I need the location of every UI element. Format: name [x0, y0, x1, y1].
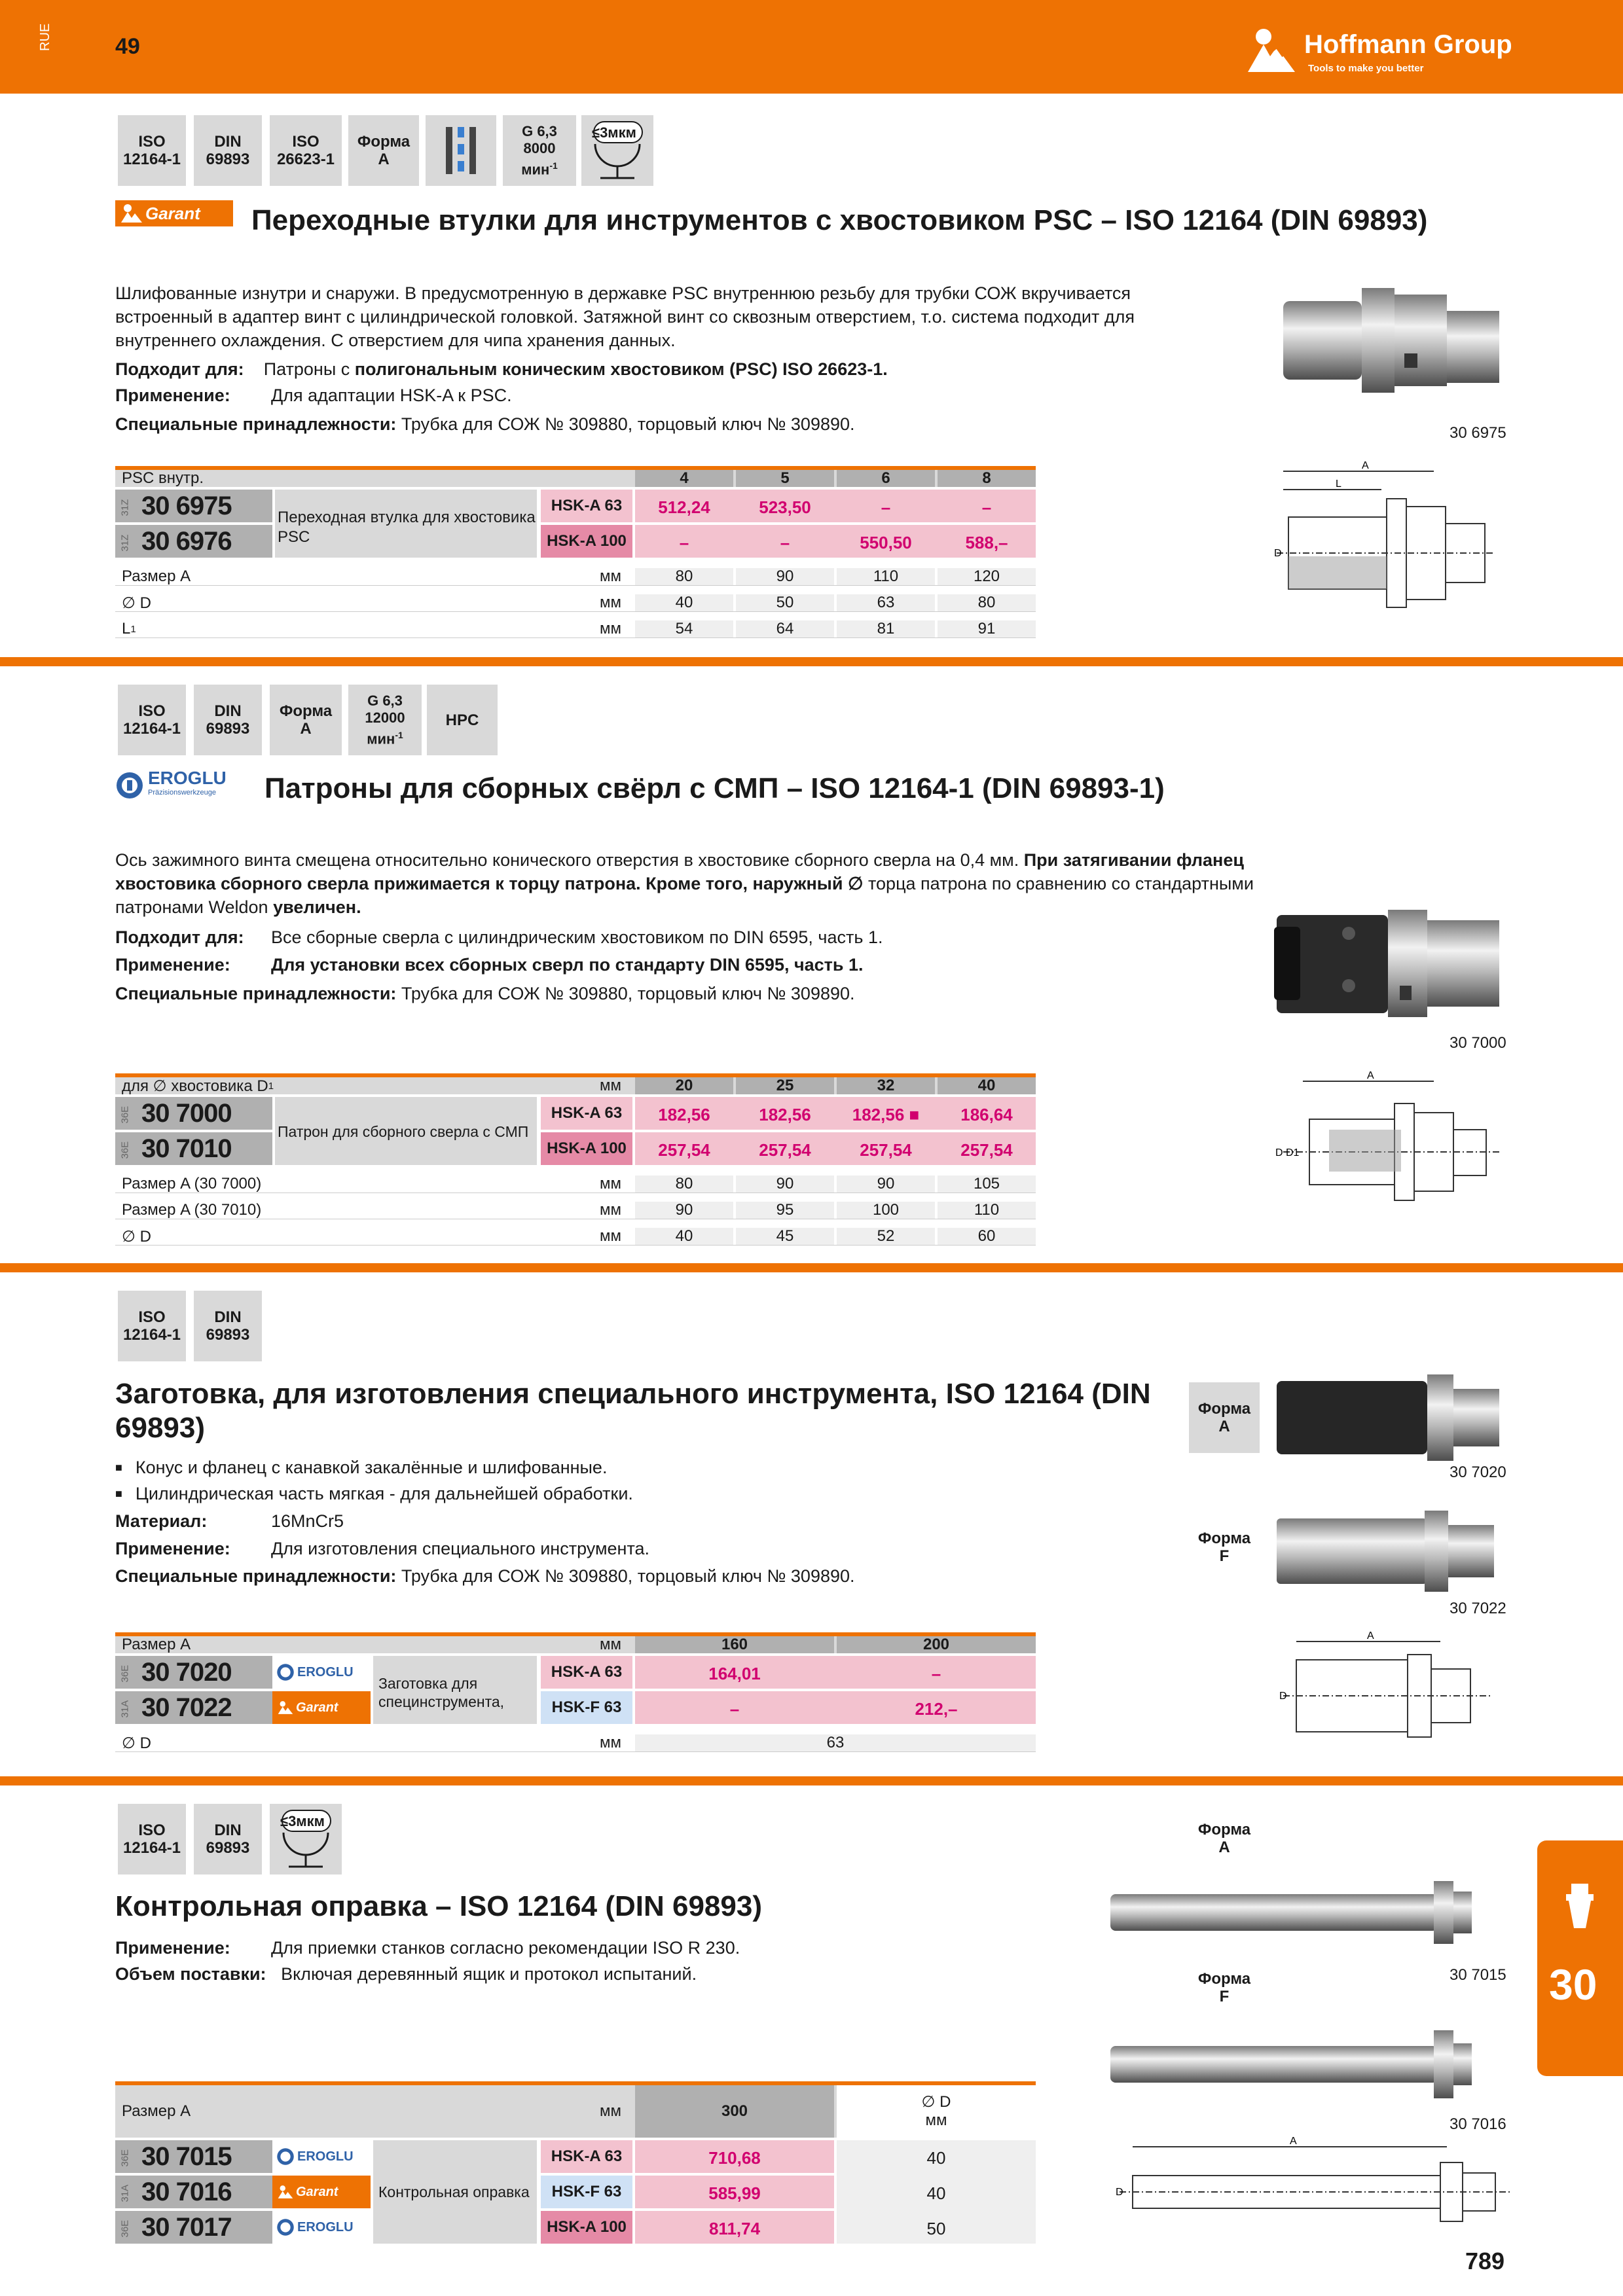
hsk-a100-label: HSK-A 100	[541, 2211, 632, 2244]
product-photo-307020	[1270, 1372, 1506, 1463]
chapter-tab[interactable]	[1537, 1840, 1623, 2076]
chapter-number: 30	[1549, 1960, 1597, 2009]
section2-product-desc: Патрон для сборного сверла с СМП	[278, 1123, 529, 1140]
section3-title: Заготовка, для изготовления специального инструмента, ISO 12164 (DIN 69893)	[115, 1378, 1151, 1444]
hsk-f63-label: HSK-F 63	[541, 1691, 632, 1724]
badge-balance-g63: G 6,3 8000 мин$^{-1}$	[503, 115, 576, 186]
runout-label: ≤3мкм	[592, 124, 636, 141]
section4-usage: Применение: Для приемки станков согласно рекомендации ISO R 230.	[115, 1938, 740, 1958]
product-photo-307016	[1106, 2024, 1473, 2102]
technical-drawing-307020	[1270, 1630, 1506, 1741]
article-306975[interactable]: 31Z 30 6975	[115, 490, 272, 522]
logo-name: Hoffmann Group	[1304, 30, 1512, 59]
price-cell: –	[981, 497, 992, 517]
badge-forma-a: Форма A	[348, 115, 419, 186]
table-header-row: Размер A мм 300 ∅ D мм	[115, 2085, 1036, 2138]
technical-drawing-306975	[1264, 458, 1506, 622]
price-cell: 710,68	[708, 2148, 761, 2168]
product-photo-307015	[1106, 1872, 1473, 1950]
price-cell: 257,54	[759, 1140, 811, 1160]
section1-fits: Подходит для: Патроны с полигональным коническим хвостовиком (PSC) ISO 26623-1.	[115, 359, 888, 379]
photo-caption-307000: 30 7000	[1450, 1034, 1506, 1052]
price-cell: 811,74	[708, 2219, 761, 2238]
hsk-a100-label: HSK-A 100	[541, 525, 632, 558]
badge-balance-g63: G 6,3 12000 мин$^{-1}$	[348, 685, 422, 755]
section-separator	[0, 1263, 1623, 1272]
price-cell: 523,50	[759, 497, 811, 517]
section4-scope: Объем поставки: Включая деревянный ящик и протокол испытаний.	[115, 1964, 697, 1984]
section2-fits: Подходит для: Все сборные сверла с цилиндрическим хвостовиком по DIN 6595, часть 1.	[115, 927, 883, 947]
section-separator	[0, 1776, 1623, 1785]
hsk-a63-label: HSK-A 63	[541, 490, 632, 522]
dim-row: ∅ D мм 63	[115, 1734, 1036, 1752]
runout-icon	[581, 115, 653, 186]
badge-forma-a: Форма A	[1189, 1382, 1260, 1453]
diameter-cell: 40	[926, 2183, 946, 2203]
dim-row: ∅ D мм 40 50 63 80	[115, 594, 1036, 612]
section1-accessories: Специальные принадлежности: Трубка для СОЖ № 309880, торцовый ключ № 309890.	[115, 414, 855, 434]
hsk-a100-label: HSK-A 100	[541, 1132, 632, 1165]
section1-product-desc: Переходная втулка для хвостовика PSC	[278, 509, 536, 546]
price-cell: 512,24	[658, 497, 710, 517]
section2-description: Ось зажимного винта смещена относительно конического отверстия в хвостовике сборного сверла на 0,4 мм. При затягивании фланец хвостовика сборного сверла прижимается к торцу патрона. Кроме того, наружный ∅ торца патрона по сравнению со стандартными патронами Weldon увеличен.	[115, 850, 1254, 917]
runout-label: ≤3мкм	[280, 1813, 325, 1829]
article-306976[interactable]: 31Z 30 6976	[115, 525, 272, 558]
section3-material: Материал: 16MnCr5	[115, 1511, 344, 1531]
coolant-icon	[426, 115, 496, 186]
garant-logo-icon	[120, 204, 143, 223]
section3-accessories: Специальные принадлежности: Трубка для СОЖ № 309880, торцовый ключ № 309890.	[115, 1566, 855, 1586]
section3-usage: Применение: Для изготовления специального инструмента.	[115, 1539, 650, 1558]
svg-text:D: D	[1274, 548, 1282, 559]
article-307015[interactable]: 36E 30 7015	[115, 2140, 272, 2173]
dim-row: Размер A (30 7000) мм 80 90 90 105	[115, 1175, 1036, 1193]
eroglu-brand-small: EROGLU	[272, 1656, 371, 1689]
price-cell: 588,–	[965, 533, 1008, 552]
svg-text:D D1: D D1	[1275, 1147, 1300, 1158]
section3-bullet: ■ Цилиндрическая часть мягкая - для дальнейшей обработки.	[115, 1482, 633, 1507]
price-cell: 257,54	[658, 1140, 710, 1160]
badge-iso-12164: ISO 12164-1	[118, 1804, 186, 1874]
hsk-a63-label: HSK-A 63	[541, 2140, 632, 2173]
article-307016[interactable]: 31A 30 7016	[115, 2176, 272, 2208]
badge-forma-a: Форма A	[270, 685, 342, 755]
section4-title: Контрольная оправка – ISO 12164 (DIN 69893)	[115, 1890, 762, 1922]
section2-accessories: Специальные принадлежности: Трубка для СОЖ № 309880, торцовый ключ № 309890.	[115, 984, 855, 1003]
forma-f-label: Форма F	[1197, 1970, 1251, 2005]
hsk-a63-label: HSK-A 63	[541, 1656, 632, 1689]
price-cell: –	[729, 1699, 740, 1719]
forma-a-label: Форма A	[1197, 1821, 1251, 1856]
table-header-row: Размер A мм 160 200	[115, 1636, 1036, 1653]
hoffmann-logo-icon	[1244, 27, 1300, 73]
svg-text:D: D	[1116, 2187, 1123, 2198]
dim-row: L 1 мм 54 64 81 91	[115, 620, 1036, 638]
badge-hpc: HPC	[427, 685, 498, 755]
language-code: RUE	[38, 23, 52, 51]
garant-brand-logo: Garant	[115, 200, 233, 226]
price-cell: 212,–	[915, 1699, 958, 1719]
badge-din-69893: DIN 69893	[194, 685, 262, 755]
price-cell: 164,01	[708, 1664, 761, 1683]
technical-drawing-307000	[1264, 1067, 1506, 1211]
photo-caption-307016: 30 7016	[1450, 2115, 1506, 2133]
section1-usage: Применение: Для адаптации HSK-A к PSC.	[115, 386, 512, 405]
price-cell: 585,99	[708, 2183, 761, 2203]
page-number-right: 789	[1465, 2248, 1505, 2274]
badge-din-69893: DIN 69893	[194, 1804, 262, 1874]
diameter-cell: 40	[926, 2148, 946, 2168]
price-cell: 257,54	[860, 1140, 912, 1160]
section-separator	[0, 657, 1623, 666]
table-header-row: PSC внутр. 4 5 6 8	[115, 470, 1036, 487]
section4-product-desc: Контрольная оправка	[378, 2183, 530, 2200]
price-cell: 186,64	[960, 1105, 1013, 1124]
table-header-row: для ∅ хвостовика D 1 мм 20 25 32 40	[115, 1077, 1036, 1094]
garant-brand-small: Garant	[272, 1691, 371, 1724]
garant-brand-small: Garant	[272, 2176, 371, 2208]
article-307010[interactable]: 36E 30 7010	[115, 1132, 272, 1165]
section3-price-table	[115, 1632, 1036, 1763]
runout-icon	[270, 1804, 342, 1874]
eroglu-brand-small: EROGLU	[272, 2140, 371, 2173]
price-cell: 550,50	[860, 533, 912, 552]
price-cell: 182,56	[759, 1105, 811, 1124]
price-cell: 182,56 ■	[852, 1105, 920, 1124]
price-cell: –	[931, 1664, 941, 1683]
price-cell: –	[881, 497, 891, 517]
section2-usage: Применение: Для установки всех сборных сверл по стандарту DIN 6595, часть 1.	[115, 955, 864, 975]
logo-tagline: Tools to make you better	[1308, 63, 1424, 74]
section1-description: Шлифованные изнутри и снаружи. В предусмотренную в державке PSC внутреннюю резьбу для трубки СОЖ вкручивается встроенный в адаптер винт с цилиндрической головкой. Затяжной винт со сквозным отверстием, т.о. система подходит для внутреннего охлаждения. С отверстием для чипа хранения данных.	[115, 283, 1135, 350]
product-photo-306975	[1277, 275, 1506, 419]
technical-drawing-307015	[1106, 2134, 1525, 2225]
section2-price-table	[115, 1073, 1036, 1251]
svg-text:L: L	[1336, 478, 1341, 490]
price-cell: 182,56	[658, 1105, 710, 1124]
eroglu-brand-logo: EROGLU Präzisionswerkzeuge	[115, 767, 253, 804]
photo-caption-307022: 30 7022	[1450, 1600, 1506, 1617]
product-photo-307022	[1270, 1505, 1506, 1597]
price-cell: –	[679, 533, 689, 552]
badge-forma-f: Форма F	[1197, 1530, 1251, 1565]
hoffmann-logo	[1244, 25, 1584, 77]
svg-text:A: A	[1367, 1630, 1374, 1641]
badge-din-69893: DIN 69893	[194, 115, 262, 186]
hsk-a63-label: HSK-A 63	[541, 1097, 632, 1130]
article-307022[interactable]: 31A 30 7022	[115, 1691, 272, 1724]
badge-iso-26623: ISO 26623-1	[270, 115, 342, 186]
hsk-f63-label: HSK-F 63	[541, 2176, 632, 2208]
section4-price-table	[115, 2081, 1036, 2245]
section2-title: Патроны для сборных свёрл с СМП – ISO 12164-1 (DIN 69893-1)	[264, 772, 1165, 804]
article-307017[interactable]: 36E 30 7017	[115, 2211, 272, 2244]
price-cell: –	[780, 533, 790, 552]
tool-holder-icon	[1557, 1880, 1603, 1932]
dim-row: Размер A мм 80 90 110 120	[115, 568, 1036, 586]
product-photo-307000	[1270, 903, 1506, 1034]
dim-row: Размер A (30 7010) мм 90 95 100 110	[115, 1202, 1036, 1219]
section3-product-desc: Заготовка для специнструмента,	[378, 1675, 505, 1710]
eroglu-logo-icon	[115, 771, 144, 800]
price-cell: 257,54	[960, 1140, 1013, 1160]
svg-text:A: A	[1367, 1070, 1374, 1081]
diameter-cell: 50	[926, 2219, 946, 2238]
svg-text:A: A	[1362, 460, 1369, 471]
section1-title: Переходные втулки для инструментов с хвостовиком PSC – ISO 12164 (DIN 69893)	[251, 204, 1428, 236]
photo-caption-307015: 30 7015	[1450, 1966, 1506, 1984]
article-307000[interactable]: 36E 30 7000	[115, 1097, 272, 1130]
article-307020[interactable]: 36E 30 7020	[115, 1656, 272, 1689]
svg-text:A: A	[1290, 2136, 1297, 2147]
badge-iso-12164: ISO 12164-1	[118, 685, 186, 755]
section1-price-table	[115, 466, 1036, 644]
photo-caption-307020: 30 7020	[1450, 1463, 1506, 1481]
badge-din-69893: DIN 69893	[194, 1291, 262, 1361]
photo-caption-306975: 30 6975	[1450, 424, 1506, 442]
section3-bullet: ■ Конус и фланец с канавкой закалённые и шлифованные.	[115, 1456, 607, 1481]
page-number-left: 49	[115, 34, 140, 59]
badge-iso-12164: ISO 12164-1	[118, 115, 186, 186]
eroglu-brand-small: EROGLU	[272, 2211, 371, 2244]
badge-iso-12164: ISO 12164-1	[118, 1291, 186, 1361]
dim-row: ∅ D мм 40 45 52 60	[115, 1228, 1036, 1246]
svg-text:D: D	[1279, 1691, 1287, 1702]
